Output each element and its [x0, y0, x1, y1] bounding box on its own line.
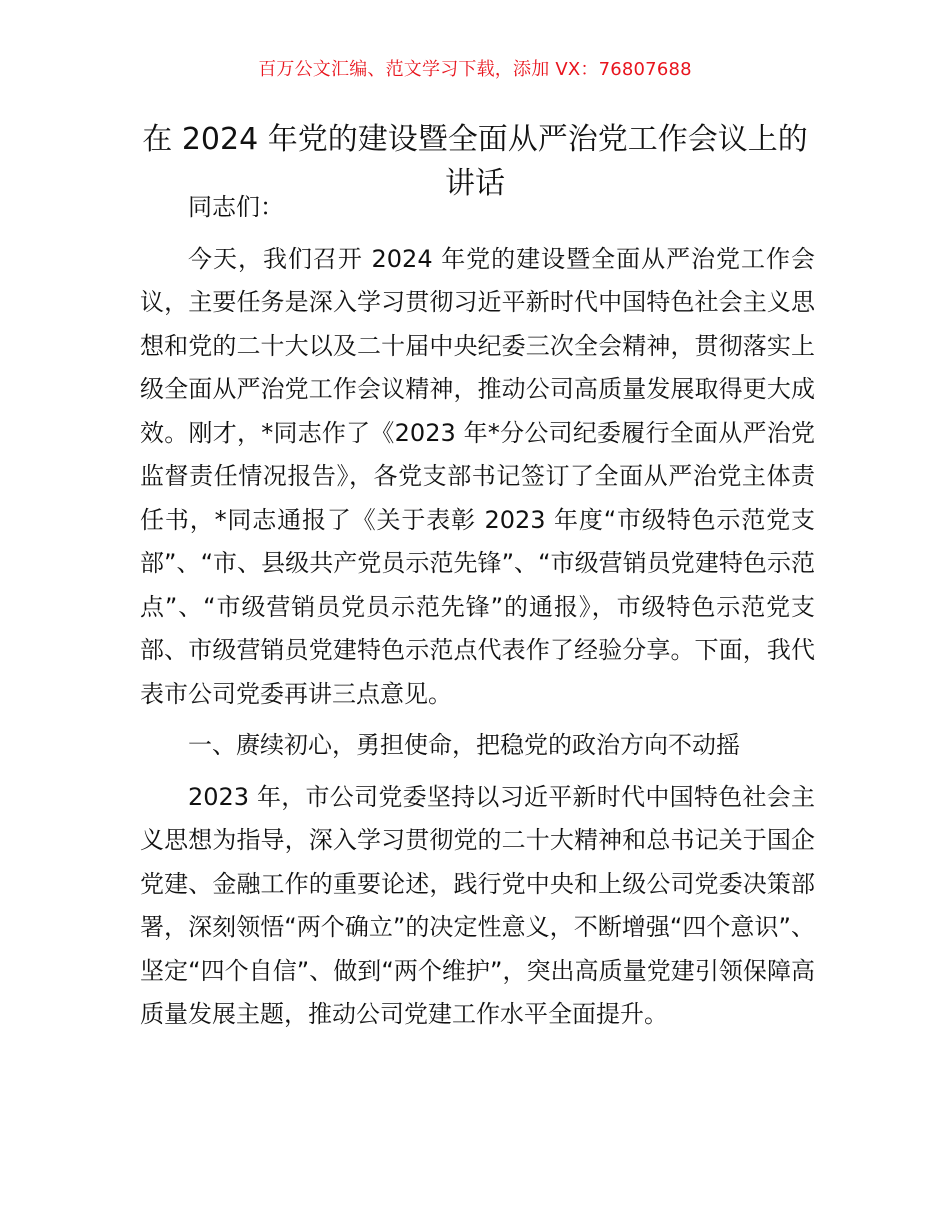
- salutation: 同志们：: [188, 193, 284, 221]
- paragraph-section-one: 2023 年，市公司党委坚持以习近平新时代中国特色社会主义思想为指导，深入学习贯彻党的二十大精神和总书记关于国企党建、金融工作的重要论述，践行党中央和上级公司党委决策部署，深刻领悟“两个确立”的决定性意义，不断增强“四个意识”、坚定“四个自信”、做到“两个维护”，突出高质量党建引领保障高质量发展主题，推动公司党建工作水平全面提升。: [140, 782, 815, 1028]
- document-title: 在 2024 年党的建设暨全面从严治党工作会议上的讲话: [142, 122, 808, 201]
- section-heading-one: 一、赓续初心，勇担使命，把稳党的政治方向不动摇: [188, 731, 740, 759]
- document-body: [140, 186, 815, 1045]
- paragraph-intro: 今天，我们召开 2024 年党的建设暨全面从严治党工作会议，主要任务是深入学习贯彻习近平新时代中国特色社会主义思想和党的二十大以及二十届中央纪委三次全会精神，贯彻落实上级全面从严治党工作会议精神，推动公司高质量发展取得更大成效。刚才，*同志作了《2023 年*分公司纪委履行全面从严治党监督责任情况报告》，各党支部书记签订了全面从严治党主体责任书，*同志通报了《关于表彰 2023 年度“市级特色示范党支部”、“市、县级共产党员示范先锋”、“市级营销员党建特色示范点”、“市级营销员党员示范先锋”的通报》，市级特色示范党支部、市级营销员党建特色示范点代表作了经验分享。下面，我代表市公司党委再讲三点意见。: [140, 244, 815, 708]
- header-promo-note: 百万公文汇编、范文学习下载，添加 VX：76807688: [258, 59, 692, 80]
